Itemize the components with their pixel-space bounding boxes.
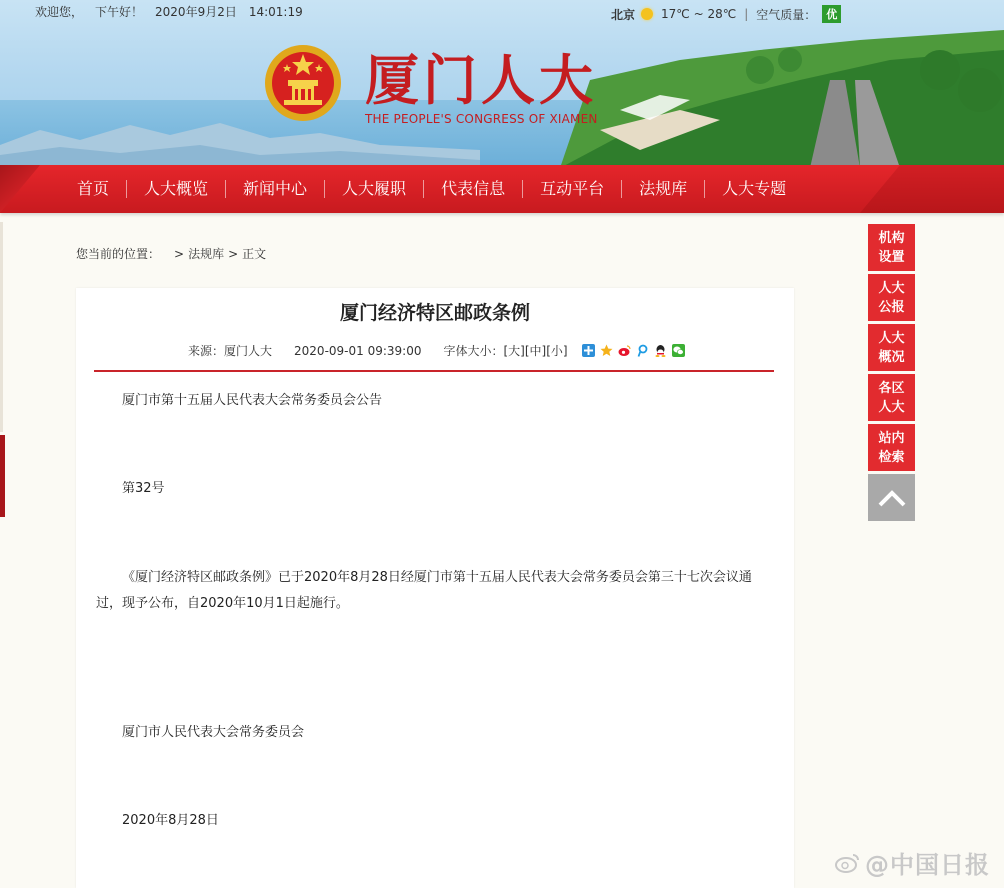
announcement-number: 第32号: [122, 481, 165, 496]
watermark: [835, 845, 990, 880]
nav-deputies[interactable]: 代表信息: [424, 180, 523, 198]
weibo-icon[interactable]: [618, 344, 631, 357]
article-panel: [76, 288, 794, 888]
weather-divider: |: [744, 7, 749, 21]
header-banner: [0, 0, 1004, 168]
sidebar-label-line1: 人大: [878, 280, 905, 296]
national-emblem-icon: [262, 40, 344, 126]
issuer-name: 厦门市人民代表大会常务委员会: [122, 725, 305, 740]
title-divider: [94, 370, 774, 372]
floating-sidebar: [868, 224, 915, 521]
article-title: 厦门经济特区邮政条例: [339, 302, 530, 324]
breadcrumb-item-article: 正文: [242, 247, 267, 261]
nav-news[interactable]: 新闻中心: [226, 180, 325, 198]
body-paragraph-line1: 《厦门经济特区邮政条例》已于2020年8月28日经厦门市第十五届人民代表大会常务委员会第三十七次会议通: [122, 570, 752, 585]
back-to-top-button[interactable]: [868, 474, 915, 521]
sidebar-label-line1: 人大: [878, 330, 905, 346]
main-nav: [60, 165, 803, 213]
nav-interaction[interactable]: 互动平台: [523, 180, 622, 198]
article-meta: [188, 342, 690, 359]
announcement-heading: 厦门市第十五届人民代表大会常务委员会公告: [122, 393, 383, 408]
sidebar-label-line2: 人大: [878, 399, 905, 415]
nav-topics[interactable]: 人大专题: [722, 179, 787, 198]
nav-overview[interactable]: 人大概览: [127, 180, 226, 198]
welcome-text: 欢迎您，: [35, 5, 84, 19]
chevron-up-icon: [877, 488, 907, 508]
tencent-icon[interactable]: [636, 344, 649, 357]
sidebar-item-bulletin[interactable]: [868, 274, 915, 321]
air-quality-label: 空气质量：: [756, 7, 817, 22]
breadcrumb-item-laws[interactable]: 法规库: [188, 247, 225, 261]
publish-time: 2020-09-01 09:39:00: [294, 343, 422, 358]
wechat-icon[interactable]: [672, 344, 685, 357]
body-paragraph-line2: 过，现予公布，自2020年10月1日起施行。: [96, 596, 349, 611]
sidebar-item-institutions[interactable]: [868, 224, 915, 271]
font-size-large[interactable]: [大]: [503, 344, 525, 358]
qzone-icon[interactable]: [600, 344, 613, 357]
share-bar: [582, 344, 690, 357]
current-date: 2020年9月2日: [155, 5, 237, 19]
weather-widget: [611, 5, 841, 23]
sidebar-label-line1: 机构: [878, 230, 905, 246]
current-time: 14:01:19: [248, 5, 303, 19]
sidebar-item-search[interactable]: [868, 424, 915, 471]
sidebar-label-line1: 站内: [878, 430, 905, 446]
left-edge-accent: [0, 435, 5, 517]
sidebar-label-line2: 设置: [878, 249, 905, 265]
breadcrumb-label: 您当前的位置：: [76, 247, 161, 261]
greeting-time-of-day: 下午好！: [95, 5, 144, 19]
sidebar-label-line2: 概况: [878, 349, 905, 365]
font-size-label: 字体大小：: [443, 344, 504, 358]
site-subtitle: THE PEOPLE'S CONGRESS OF XIAMEN: [365, 112, 598, 126]
breadcrumb: [76, 245, 266, 262]
qq-icon[interactable]: [654, 344, 667, 357]
issue-date: 2020年8月28日: [122, 813, 219, 828]
weibo-watermark-icon: [835, 853, 861, 873]
source-label: 来源：: [188, 344, 225, 358]
weather-temp: 17℃ ~ 28℃: [661, 7, 737, 21]
left-edge-strip: [0, 222, 3, 432]
watermark-text: @中国日报: [865, 851, 990, 879]
font-size-small[interactable]: [小]: [546, 344, 568, 358]
plus-share-icon[interactable]: [582, 344, 595, 357]
sidebar-label-line2: 检索: [878, 449, 905, 465]
breadcrumb-separator: >: [174, 247, 185, 261]
breadcrumb-separator: >: [228, 247, 239, 261]
nav-laws[interactable]: 法规库: [622, 180, 705, 198]
sun-icon: [641, 8, 653, 20]
source-value: 厦门人大: [224, 344, 273, 358]
sidebar-item-overview[interactable]: [868, 324, 915, 371]
sidebar-item-districts[interactable]: [868, 374, 915, 421]
air-quality-badge: 优: [822, 5, 841, 23]
sidebar-label-line1: 各区: [878, 380, 905, 396]
site-title: 厦门人大: [365, 48, 597, 112]
sidebar-label-line2: 公报: [878, 299, 905, 315]
font-size-medium[interactable]: [中]: [524, 344, 547, 358]
top-info-bar: [0, 0, 1004, 26]
nav-duties[interactable]: 人大履职: [325, 180, 424, 198]
nav-home[interactable]: 首页: [60, 180, 127, 198]
weather-city: 北京: [611, 7, 636, 22]
greeting-text: [35, 3, 315, 20]
